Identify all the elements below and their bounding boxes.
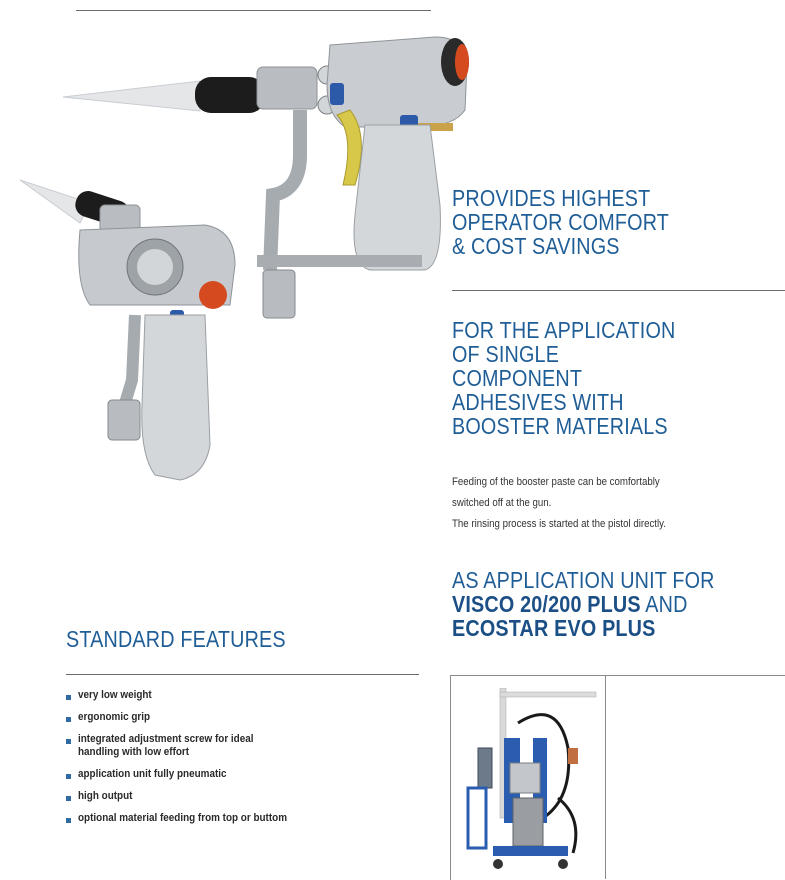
dispensing-unit-image — [458, 688, 600, 878]
bullet-icon — [66, 818, 71, 823]
heading-application-unit: AS APPLICATION UNIT FOR VISCO 20/200 PLUS AND ECOSTAR EVO PLUS — [452, 567, 715, 641]
list-item: optional material feeding from top or buttom — [66, 812, 378, 825]
bullet-icon — [66, 695, 71, 700]
divider-rule — [452, 290, 785, 291]
bullet-icon — [66, 717, 71, 722]
description-text: Feeding of the booster paste can be comfortably switched off at the gun. The rinsing process is started at the pistol directly. — [452, 476, 666, 530]
list-item: high output — [66, 790, 378, 803]
list-item: integrated adjustment screw for ideal handling with low effort — [66, 733, 378, 759]
top-rule — [76, 10, 431, 11]
heading-single-component: FOR THE APPLICATION OF SINGLE COMPONENT ADHESIVES WITH BOOSTER MATERIALS — [452, 317, 676, 439]
features-rule — [66, 674, 419, 675]
list-item: ergonomic grip — [66, 711, 378, 724]
bullet-icon — [66, 796, 71, 801]
machine-frame-divider — [605, 675, 606, 879]
bullet-icon — [66, 739, 71, 744]
heading-operator-comfort: PROVIDES HIGHEST OPERATOR COMFORT & COST SAVINGS — [452, 185, 670, 259]
applicator-gun-small-image — [20, 175, 265, 490]
product-ecostar: ECOSTAR EVO PLUS — [452, 615, 656, 641]
list-item: very low weight — [66, 689, 378, 702]
features-list — [66, 689, 378, 834]
product-visco: VISCO 20/200 PLUS — [452, 591, 641, 617]
list-item: application unit fully pneumatic — [66, 768, 378, 781]
standard-features-title: STANDARD FEATURES — [66, 626, 286, 652]
bullet-icon — [66, 774, 71, 779]
